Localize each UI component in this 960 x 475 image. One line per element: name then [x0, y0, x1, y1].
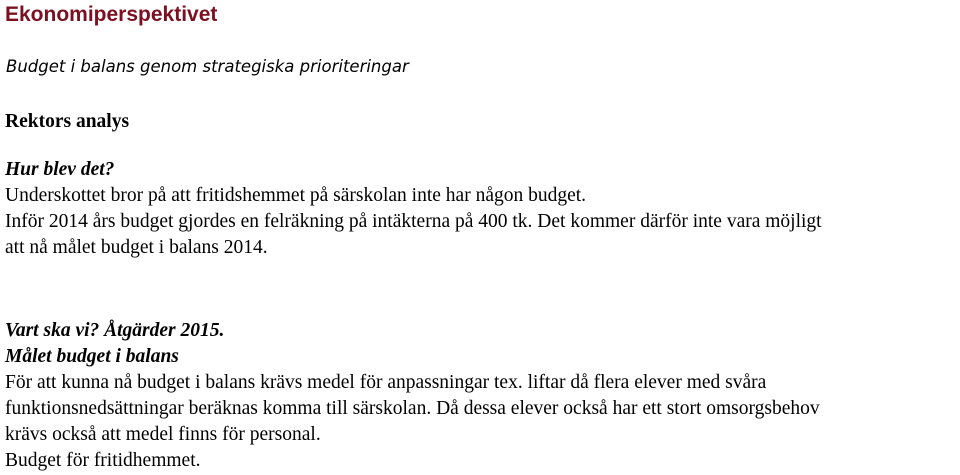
paragraph-line: För att kunna nå budget i balans krävs medel för anpassningar tex. liftar då flera elever med svåra [5, 372, 767, 393]
paragraph-line: att nå målet budget i balans 2014. [5, 237, 268, 258]
section-how-did-it-go [5, 157, 957, 261]
section-heading: Hur blev det? [5, 159, 115, 180]
paragraph-line: funktionsnedsättningar beräknas komma till särskolan. Då dessa elever också har ett stort omsorgsbehov [5, 398, 820, 419]
section-subheading: Målet budget i balans [5, 346, 179, 367]
paragraph-line: Inför 2014 års budget gjordes en felräkning på intäkterna på 400 tk. Det kommer därför inte vara möjligt [5, 211, 822, 232]
paragraph-line: Budget för fritidhemmet. [5, 450, 201, 471]
paragraph-line: Underskottet bror på att fritidshemmet på särskolan inte har någon budget. [5, 185, 587, 206]
section-where-are-we-going [5, 318, 957, 474]
paragraph-line: krävs också att medel finns för personal. [5, 424, 321, 445]
document-subtitle: Budget i balans genom strategiska prioriteringar [6, 57, 409, 76]
analysis-heading: Rektors analys [5, 111, 130, 132]
section-heading: Vart ska vi? Åtgärder 2015. [5, 320, 225, 341]
document-title: Ekonomiperspektivet [5, 3, 218, 26]
